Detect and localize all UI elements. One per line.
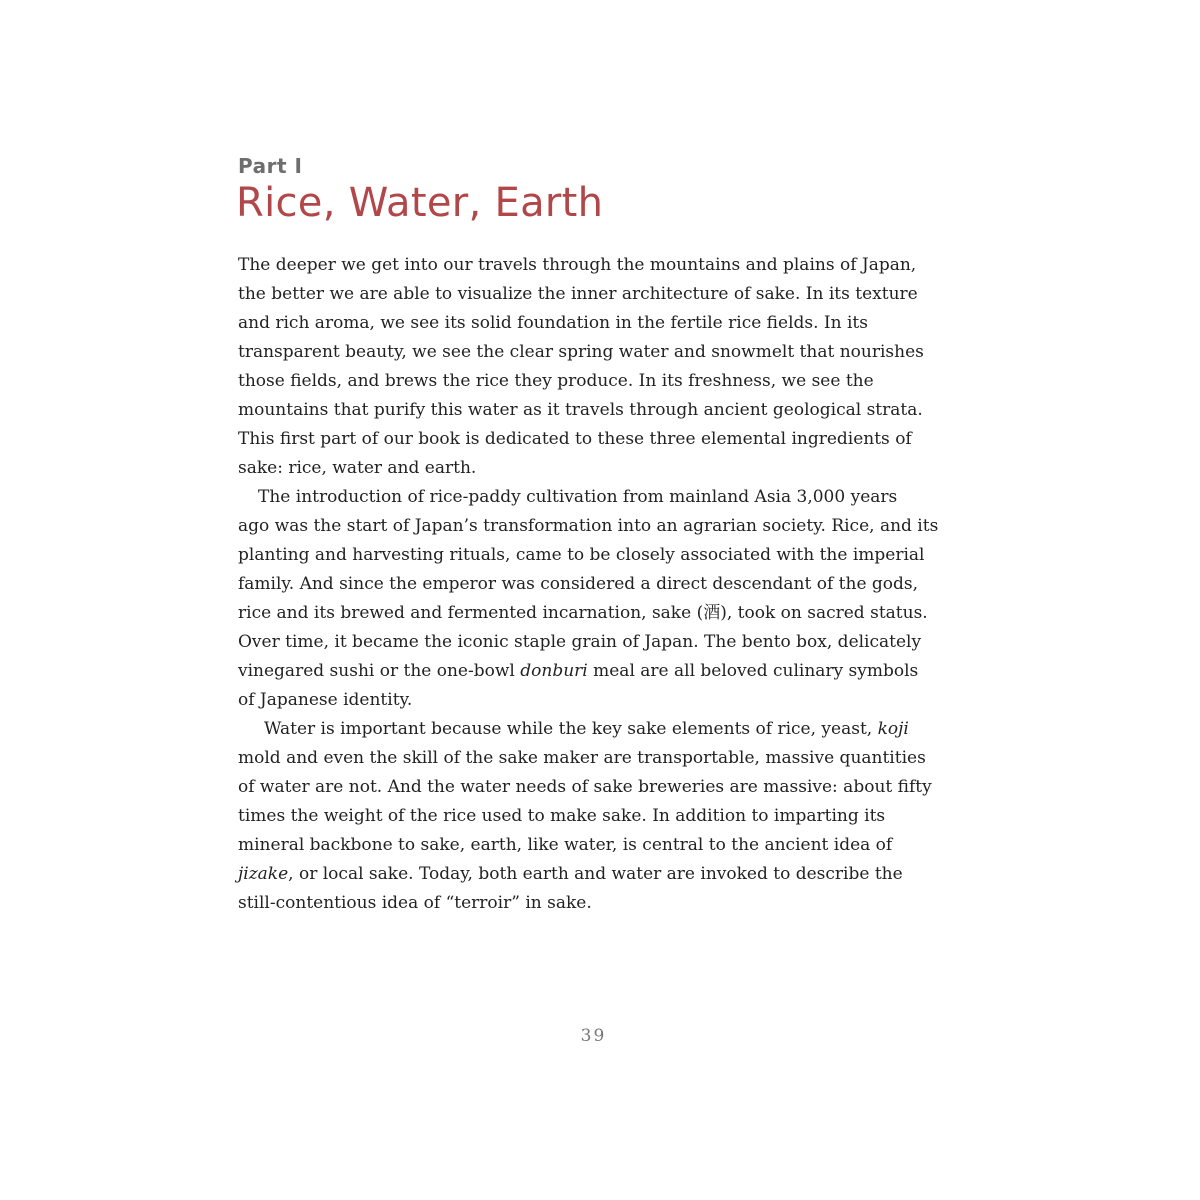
text-line: The deeper we get into our travels through the mountains and plains of Japan,: [238, 255, 917, 275]
body-text: [238, 251, 978, 918]
text-line: mountains that purify this water as it travels through ancient geological strata.: [238, 400, 923, 420]
text-line: and rich aroma, we see its solid foundation in the fertile rice fields. In its: [238, 313, 868, 333]
text-line: the better we are able to visualize the inner architecture of sake. In its texture: [238, 284, 918, 304]
paragraph-rice: [238, 483, 978, 715]
paragraph-intro: [238, 251, 978, 483]
text-line: vinegared sushi or the one-bowl donburi meal are all beloved culinary symbols: [238, 661, 919, 681]
text-line: planting and harvesting rituals, came to be closely associated with the imperial: [238, 545, 925, 565]
italic-term: jizake: [238, 864, 289, 884]
text-line: rice and its brewed and fermented incarnation, sake (酒), took on sacred status.: [238, 603, 928, 623]
italic-term: donburi: [520, 661, 588, 681]
text-line: jizake, or local sake. Today, both earth and water are invoked to describe the: [238, 864, 903, 884]
paragraph-water-earth: [238, 715, 978, 918]
italic-term: koji: [877, 719, 909, 739]
text-line: The introduction of rice-paddy cultivation from mainland Asia 3,000 years: [258, 487, 898, 507]
text-line: transparent beauty, we see the clear spring water and snowmelt that nourishes: [238, 342, 924, 362]
text-line: ago was the start of Japan’s transformation into an agrarian society. Rice, and its: [238, 516, 939, 536]
chapter-title: Rice, Water, Earth: [236, 180, 604, 226]
text-line: Water is important because while the key sake elements of rice, yeast, koji: [264, 719, 909, 739]
text-line: still-contentious idea of “terroir” in sake.: [238, 893, 592, 913]
text-line: mold and even the skill of the sake maker are transportable, massive quantities: [238, 748, 926, 768]
text-line: Over time, it became the iconic staple grain of Japan. The bento box, delicately: [238, 632, 922, 652]
text-line: This first part of our book is dedicated to these three elemental ingredients of: [238, 429, 912, 449]
text-line: times the weight of the rice used to make sake. In addition to imparting its: [238, 806, 886, 826]
text-line: mineral backbone to sake, earth, like water, is central to the ancient idea of: [238, 835, 893, 855]
text-line: family. And since the emperor was considered a direct descendant of the gods,: [238, 574, 919, 594]
part-label: Part I: [238, 154, 303, 178]
page-number: 39: [580, 1026, 607, 1046]
text-line: those fields, and brews the rice they produce. In its freshness, we see the: [238, 371, 874, 391]
text-line: of Japanese identity.: [238, 690, 413, 710]
text-line: of water are not. And the water needs of sake breweries are massive: about fifty: [238, 777, 932, 797]
text-line: sake: rice, water and earth.: [238, 458, 477, 478]
